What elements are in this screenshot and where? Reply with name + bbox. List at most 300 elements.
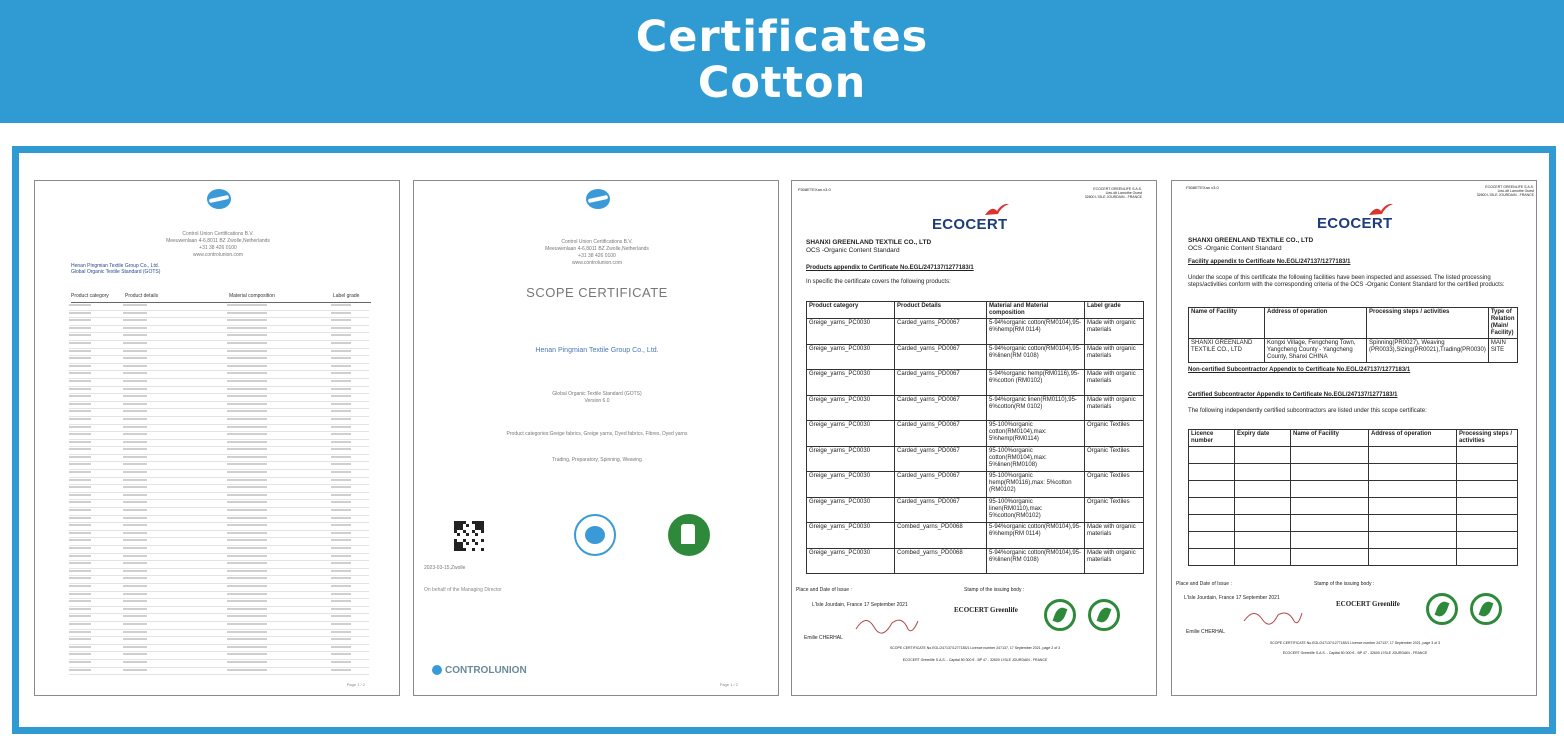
cell-placeholder <box>123 494 147 496</box>
cell-placeholder <box>123 661 147 663</box>
cell-placeholder <box>123 608 147 610</box>
table-cell <box>1235 498 1291 515</box>
cell-placeholder <box>331 380 351 382</box>
row-label-grade: Made with organic materials <box>1085 370 1144 396</box>
table-row <box>69 554 369 562</box>
table-row <box>807 395 1144 421</box>
col-licence-number: Licence number <box>1189 430 1235 447</box>
cell-placeholder <box>227 623 267 625</box>
row-label-grade: Made with organic materials <box>1085 523 1144 549</box>
cell-placeholder <box>227 517 267 519</box>
table-cell <box>1291 515 1369 532</box>
cell-placeholder <box>123 350 147 352</box>
table-row <box>1189 447 1518 464</box>
subcontractor-table <box>1188 429 1518 566</box>
cell-placeholder <box>331 403 351 405</box>
col-material-composition: Material and Material composition <box>987 302 1085 319</box>
cell-placeholder <box>331 471 351 473</box>
product-categories: Product categories:Greige fabrics, Greige yarns, Dyed fabrics, Fibres, Dyed yarns <box>506 431 688 437</box>
cell-placeholder <box>123 524 147 526</box>
table-cell <box>1189 481 1235 498</box>
row-product-category: Greige_yarns_PC0030 <box>807 319 895 345</box>
table-row <box>807 446 1144 472</box>
table-row <box>807 548 1144 574</box>
gots-logo-icon <box>668 514 710 556</box>
table-header-row <box>807 302 1144 319</box>
standard-name: OCS -Organic Content Standard <box>806 247 900 254</box>
cell-placeholder <box>227 471 267 473</box>
col-material-composition: Material composition <box>229 293 275 299</box>
cell-placeholder <box>227 608 267 610</box>
cell-placeholder <box>69 631 91 633</box>
row-label-grade: Organic Textiles <box>1085 472 1144 498</box>
table-cell <box>1291 481 1369 498</box>
table-row <box>69 349 369 357</box>
cell-placeholder <box>227 395 267 397</box>
cell-placeholder <box>123 615 147 617</box>
row-label-grade: Made with organic materials <box>1085 395 1144 421</box>
cell-placeholder <box>227 501 267 503</box>
cell-placeholder <box>123 418 147 420</box>
cell-placeholder <box>69 486 91 488</box>
table-cell <box>1369 532 1457 549</box>
cell-placeholder <box>69 555 91 557</box>
table-cell <box>1369 481 1457 498</box>
cell-placeholder <box>331 623 351 625</box>
cell-placeholder <box>227 357 267 359</box>
controlunion-brand <box>432 665 527 676</box>
row-material-composition: 5-94%organic cotton(RM0104),95-6%hemp(RM 0114) <box>987 319 1085 345</box>
company-name: Henan Pingmian Textile Group Co., Ltd. <box>71 263 160 269</box>
cell-placeholder <box>123 623 147 625</box>
cell-placeholder <box>69 517 91 519</box>
cell-placeholder <box>227 600 267 602</box>
cell-placeholder <box>227 661 267 663</box>
cell-placeholder <box>69 380 91 382</box>
standard-name: Global Organic Textile Standard (GOTS) <box>71 269 161 275</box>
table-row <box>69 455 369 463</box>
table-row <box>69 622 369 630</box>
table-cell <box>1369 515 1457 532</box>
cell-placeholder <box>123 342 147 344</box>
form-code: F508ETEXan v3.0 <box>798 187 831 192</box>
cell-placeholder <box>331 585 351 587</box>
row-material-composition: 5-94%organic hemp(RM0116),95-6%cotton (RM0102) <box>987 370 1085 396</box>
table-row <box>69 500 369 508</box>
cell-placeholder <box>123 403 147 405</box>
subcontractor-table-body <box>1189 447 1518 566</box>
table-row <box>69 409 369 417</box>
cell-placeholder <box>123 555 147 557</box>
footer-line-2: ECOCERT Greenlife S.A.S. - Capital 50 000 € - BP 47 - 32600 L'ISLE JOURDAIN - FRANCE <box>1282 651 1428 655</box>
table-row <box>69 341 369 349</box>
cell-placeholder <box>331 539 351 541</box>
col-name-of-facility: Name of Facility <box>1291 430 1369 447</box>
cell-placeholder <box>123 327 147 329</box>
table-row <box>69 485 369 493</box>
row-material-composition: 95-100%organic cotton(RM0104),max: 5%hemp(RM0114) <box>987 421 1085 447</box>
cell-placeholder <box>69 608 91 610</box>
cell-placeholder <box>331 448 351 450</box>
certificate-page-3[interactable] <box>791 180 1157 696</box>
col-label-grade: Label grade <box>1085 302 1144 319</box>
cell-placeholder <box>69 418 91 420</box>
cell-placeholder <box>331 372 351 374</box>
cell-placeholder <box>227 334 267 336</box>
cell-placeholder <box>123 577 147 579</box>
row-product-details: Carded_yarns_PD0067 <box>895 344 987 370</box>
cert-intro: The following independently certified subcontractors are listed under this scope certificate: <box>1188 408 1427 414</box>
cell-placeholder <box>69 547 91 549</box>
cell-placeholder <box>69 433 91 435</box>
table-cell <box>1189 464 1235 481</box>
table-row <box>807 497 1144 523</box>
table-row <box>69 379 369 387</box>
certificate-page-2[interactable] <box>413 180 779 696</box>
table-row <box>1189 481 1518 498</box>
cell-placeholder <box>123 357 147 359</box>
facility-processing: Spinning(PR0027), Weaving (PR0033),Sizing(PR0021),Trading(PR0030) <box>1367 339 1489 363</box>
table-cell <box>1369 498 1457 515</box>
cell-placeholder <box>331 319 351 321</box>
cell-placeholder <box>69 463 91 465</box>
table-row <box>69 303 369 311</box>
issuer-phone: +31 38 426 0100 <box>199 245 237 251</box>
cell-placeholder <box>69 388 91 390</box>
row-material-composition: 5-94%organic cotton(RM0104),95-6%linen(RM 0108) <box>987 548 1085 574</box>
cell-placeholder <box>69 661 91 663</box>
brand-text: CONTROLUNION <box>445 665 527 676</box>
page-number: Page 1 / 2 <box>719 682 738 687</box>
cell-placeholder <box>227 380 267 382</box>
cell-placeholder <box>331 669 351 671</box>
signer-name: Emilie CHERHAL <box>804 635 843 641</box>
cell-placeholder <box>123 600 147 602</box>
table-row <box>69 599 369 607</box>
col-product-category: Product category <box>71 293 109 299</box>
table-row <box>69 478 369 486</box>
cell-placeholder <box>69 623 91 625</box>
cell-placeholder <box>227 388 267 390</box>
row-material-composition: 5-94%organic cotton(RM0104),95-6%hemp(RM 0114) <box>987 523 1085 549</box>
facility-appendix-title: Facility appendix to Certificate No.EGL/247137/1277183/1 <box>1188 259 1351 265</box>
table-row <box>69 652 369 660</box>
cell-placeholder <box>69 357 91 359</box>
row-product-category: Greige_yarns_PC0030 <box>807 446 895 472</box>
cell-placeholder <box>69 312 91 314</box>
cell-placeholder <box>331 426 351 428</box>
table-cell <box>1369 447 1457 464</box>
table-cell <box>1457 498 1518 515</box>
facility-header-row <box>1189 308 1518 339</box>
row-label-grade: Organic Textiles <box>1085 421 1144 447</box>
stamp-name: ECOCERT Greenlife <box>954 606 1018 614</box>
cell-placeholder <box>69 539 91 541</box>
table-cell <box>1235 549 1291 566</box>
cell-placeholder <box>331 327 351 329</box>
row-material-composition: 95-100%organic linen(RM0110),max: 5%cotton(RM0102) <box>987 497 1085 523</box>
cell-placeholder <box>227 327 267 329</box>
banner-subtitle: Cotton <box>697 58 867 108</box>
issuer-address: ECOCERT GREENLIFE S.A.S. Lieu-dit Lamothe Ouest 32600 L'ISLE JOURDAIN - FRANCE <box>1084 187 1142 199</box>
cell-placeholder <box>227 433 267 435</box>
cell-placeholder <box>123 486 147 488</box>
cell-placeholder <box>331 395 351 397</box>
control-union-logo-icon <box>586 189 610 209</box>
cell-placeholder <box>69 509 91 511</box>
table-cell <box>1291 498 1369 515</box>
cell-placeholder <box>227 669 267 671</box>
cell-placeholder <box>331 365 351 367</box>
cell-placeholder <box>123 441 147 443</box>
cell-placeholder <box>69 600 91 602</box>
header-banner <box>0 0 1564 123</box>
cell-placeholder <box>69 410 91 412</box>
cell-placeholder <box>69 395 91 397</box>
table-row <box>1189 498 1518 515</box>
subcontractor-header-row <box>1189 430 1518 447</box>
table-row <box>69 425 369 433</box>
cell-placeholder <box>227 350 267 352</box>
facility-table <box>1188 307 1518 363</box>
row-material-composition: 5-94%organic linen(RM0110),95-6%cotton(RM 0102) <box>987 395 1085 421</box>
cell-placeholder <box>69 562 91 564</box>
cell-placeholder <box>69 524 91 526</box>
table-cell <box>1189 515 1235 532</box>
table-row <box>807 421 1144 447</box>
products-table <box>806 301 1144 574</box>
ecocert-logo: ECOCERT <box>1317 215 1393 232</box>
cell-placeholder <box>69 615 91 617</box>
cell-placeholder <box>331 479 351 481</box>
cell-placeholder <box>331 638 351 640</box>
facility-name: SHANXI GREENLAND TEXTILE CO., LTD <box>1189 339 1265 363</box>
table-header <box>71 293 371 303</box>
row-label-grade: Organic Textiles <box>1085 497 1144 523</box>
cell-placeholder <box>123 304 147 306</box>
signer-name: Emilie CHERHAL <box>1186 629 1225 635</box>
cell-placeholder <box>331 410 351 412</box>
table-row <box>69 432 369 440</box>
cell-placeholder <box>227 653 267 655</box>
cell-placeholder <box>331 494 351 496</box>
cell-placeholder <box>227 319 267 321</box>
cell-placeholder <box>123 410 147 412</box>
table-row <box>69 440 369 448</box>
row-label-grade: Organic Textiles <box>1085 446 1144 472</box>
col-type-of-relation: Type of Relation (Main/ Facility) <box>1488 308 1517 339</box>
appendix-title: Products appendix to Certificate No.EGL/247137/1277183/1 <box>806 265 974 271</box>
cell-placeholder <box>123 669 147 671</box>
col-product-details: Product Details <box>895 302 987 319</box>
table-row <box>69 630 369 638</box>
cell-placeholder <box>69 471 91 473</box>
cell-placeholder <box>69 342 91 344</box>
table-cell <box>1291 532 1369 549</box>
table-cell <box>1457 549 1518 566</box>
table-cell <box>1369 464 1457 481</box>
table-row <box>69 318 369 326</box>
cell-placeholder <box>123 448 147 450</box>
cell-placeholder <box>123 479 147 481</box>
cell-placeholder <box>69 372 91 374</box>
cell-placeholder <box>227 638 267 640</box>
cell-placeholder <box>227 372 267 374</box>
table-row <box>807 344 1144 370</box>
cell-placeholder <box>123 380 147 382</box>
table-row <box>69 356 369 364</box>
row-product-details: Carded_yarns_PD0067 <box>895 319 987 345</box>
cell-placeholder <box>69 334 91 336</box>
cell-placeholder <box>69 319 91 321</box>
cell-placeholder <box>69 669 91 671</box>
cell-placeholder <box>227 509 267 511</box>
table-row <box>69 447 369 455</box>
qr-code-icon <box>454 521 484 551</box>
table-cell <box>1235 481 1291 498</box>
cell-placeholder <box>331 600 351 602</box>
cell-placeholder <box>69 638 91 640</box>
noncert-appendix-title: Non-certified Subcontractor Appendix to Certificate No.EGL/247137/1277183/1 <box>1188 367 1411 373</box>
issue-date: 2023-03-15,Zwolle <box>424 565 466 571</box>
table-row <box>69 387 369 395</box>
company-name: Henan Pingmian Textile Group Co., Ltd. <box>535 347 659 354</box>
behalf-text: On behalf of the Managing Director <box>424 587 502 593</box>
cell-placeholder <box>69 532 91 534</box>
ecocert-logo: ECOCERT <box>932 216 1008 233</box>
table-cell <box>1291 549 1369 566</box>
table-row <box>807 523 1144 549</box>
cell-placeholder <box>227 441 267 443</box>
cell-placeholder <box>123 570 147 572</box>
table-cell <box>1457 532 1518 549</box>
cell-placeholder <box>69 653 91 655</box>
cell-placeholder <box>69 456 91 458</box>
cell-placeholder <box>69 441 91 443</box>
cell-placeholder <box>331 555 351 557</box>
table-row <box>69 584 369 592</box>
table-row <box>69 561 369 569</box>
facility-address: Kongxi Village, Fengcheng Town, Yangcheng County - Yangcheng County, Shanxi CHINA <box>1265 339 1367 363</box>
cell-placeholder <box>331 342 351 344</box>
cell-placeholder <box>227 585 267 587</box>
certificate-page-4[interactable] <box>1171 180 1537 696</box>
cell-placeholder <box>227 304 267 306</box>
table-row <box>69 576 369 584</box>
cell-placeholder <box>331 547 351 549</box>
cell-placeholder <box>123 388 147 390</box>
place-value: L'Isle Jourdain, France 17 September 2021 <box>1184 595 1280 601</box>
row-product-details: Carded_yarns_PD0067 <box>895 497 987 523</box>
ecocert-bird-icon <box>1368 203 1394 217</box>
cell-placeholder <box>123 517 147 519</box>
cell-placeholder <box>331 562 351 564</box>
cell-placeholder <box>331 486 351 488</box>
table-cell <box>1291 464 1369 481</box>
products-table-body <box>807 319 1144 574</box>
issuer-web: www.controlunion.com <box>571 260 623 266</box>
issuer-phone: +31 38 426 0100 <box>578 253 616 259</box>
table-row <box>69 668 369 676</box>
ecocert-bird-icon <box>984 203 1010 217</box>
cell-placeholder <box>69 577 91 579</box>
table-row <box>69 394 369 402</box>
footer-line-1: SCOPE CERTIFICATE No.EGL/247137/1277183/1 Licence number 247137, 17 September 2021, page 2 of 3 <box>889 646 1061 650</box>
table-row <box>69 462 369 470</box>
cell-placeholder <box>331 532 351 534</box>
cell-placeholder <box>227 631 267 633</box>
cell-placeholder <box>331 646 351 648</box>
cell-placeholder <box>331 517 351 519</box>
row-product-details: Carded_yarns_PD0067 <box>895 395 987 421</box>
table-row <box>69 546 369 554</box>
company-name: SHANXI GREENLAND TEXTILE CO., LTD <box>806 239 932 246</box>
cell-placeholder <box>123 456 147 458</box>
cell-placeholder <box>69 501 91 503</box>
cell-placeholder <box>123 631 147 633</box>
issuer-address: Meeuwenlaan 4-6,8011 BZ Zwolle,Netherlands <box>166 238 270 244</box>
cell-placeholder <box>123 593 147 595</box>
cell-placeholder <box>69 494 91 496</box>
cell-placeholder <box>227 403 267 405</box>
cell-placeholder <box>69 479 91 481</box>
cell-placeholder <box>123 365 147 367</box>
footer-line-2: ECOCERT Greenlife S.A.S. - Capital 50 000 € - BP 47 - 32600 L'ISLE JOURDAIN - FRANCE <box>902 658 1048 662</box>
cell-placeholder <box>227 494 267 496</box>
table-cell <box>1189 532 1235 549</box>
stamp-label: Stamp of the issuing body : <box>964 587 1025 593</box>
appendix-intro: In specific the certificate covers the following products: <box>806 279 951 285</box>
table-row <box>69 592 369 600</box>
cell-placeholder <box>331 388 351 390</box>
stamp-label: Stamp of the issuing body : <box>1314 581 1375 587</box>
cell-placeholder <box>227 426 267 428</box>
signature-icon <box>1240 605 1304 629</box>
cell-placeholder <box>227 532 267 534</box>
cell-placeholder <box>227 410 267 412</box>
standard-name: Global Organic Textile Standard (GOTS) <box>552 391 642 397</box>
cell-placeholder <box>331 357 351 359</box>
cell-placeholder <box>227 448 267 450</box>
cell-placeholder <box>227 463 267 465</box>
cell-placeholder <box>69 448 91 450</box>
cell-placeholder <box>123 312 147 314</box>
cell-placeholder <box>123 372 147 374</box>
cell-placeholder <box>227 555 267 557</box>
cell-placeholder <box>331 593 351 595</box>
row-product-details: Carded_yarns_PD0067 <box>895 421 987 447</box>
cell-placeholder <box>69 585 91 587</box>
table-row <box>69 333 369 341</box>
cell-placeholder <box>227 562 267 564</box>
processes: Trading, Preparatory, Spinning, Weaving <box>552 457 642 463</box>
cell-placeholder <box>123 509 147 511</box>
cell-placeholder <box>227 615 267 617</box>
cell-placeholder <box>227 646 267 648</box>
cell-placeholder <box>69 403 91 405</box>
row-label-grade: Made with organic materials <box>1085 548 1144 574</box>
table-row <box>69 402 369 410</box>
table-row <box>69 470 369 478</box>
cell-placeholder <box>123 547 147 549</box>
product-table-rows <box>69 303 369 675</box>
table-row <box>807 370 1144 396</box>
col-processing-steps: Processing steps / activities <box>1457 430 1518 447</box>
certificate-page-1[interactable] <box>34 180 400 696</box>
table-row <box>69 523 369 531</box>
row-product-details: Carded_yarns_PD0067 <box>895 446 987 472</box>
row-product-category: Greige_yarns_PC0030 <box>807 497 895 523</box>
